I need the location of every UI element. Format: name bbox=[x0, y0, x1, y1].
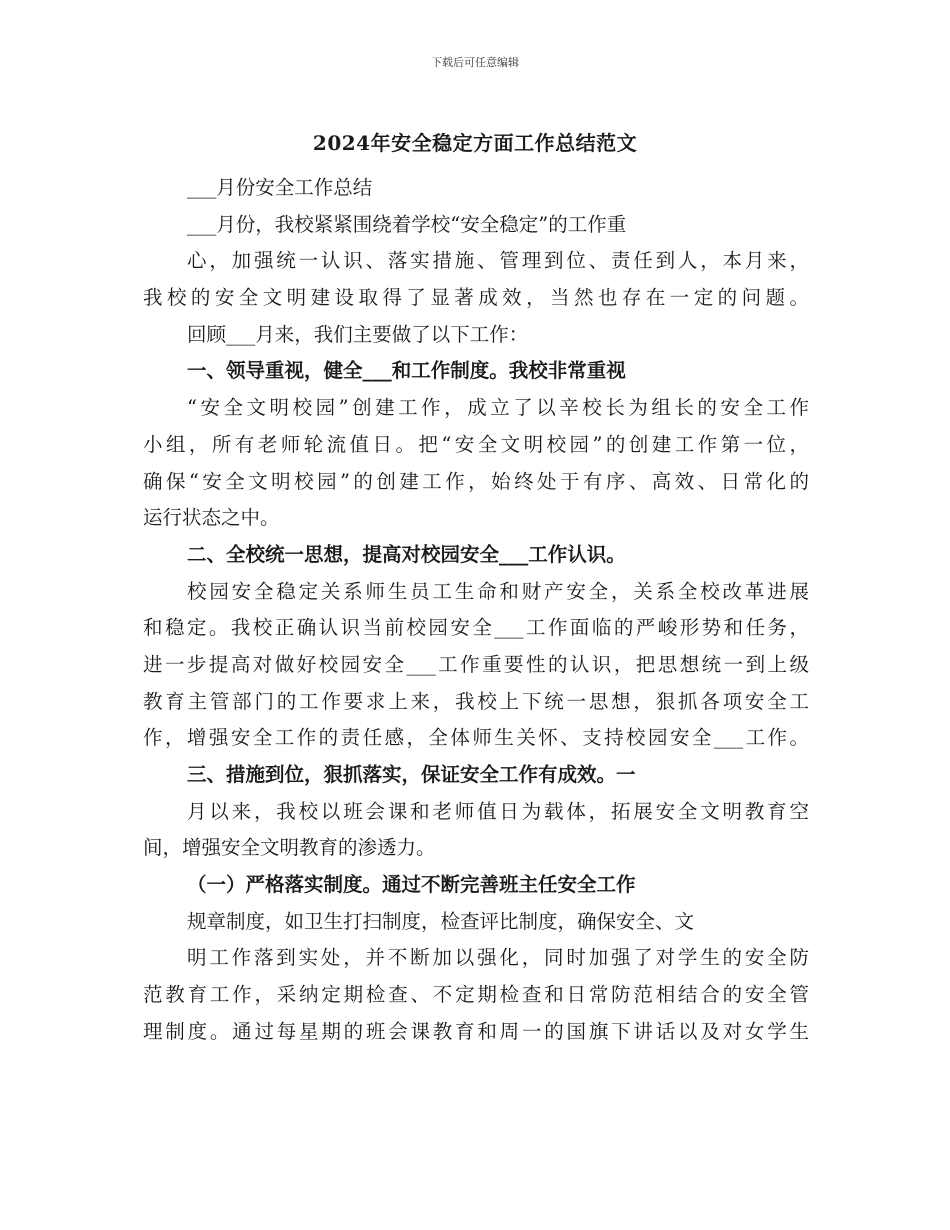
paragraph-line: 进一步提高对做好校园安全___工作重要性的认识，把思想统一到上级 bbox=[143, 652, 809, 676]
paragraph-line: 理制度。通过每星期的班会课教育和周一的国旗下讲话以及对女学生 bbox=[143, 1019, 809, 1043]
paragraph-line: 确保“安全文明校园”的创建工作，始终处于有序、高效、日常化的 bbox=[143, 469, 809, 493]
section-heading: 三、措施到位，狠抓落实，保证安全工作有成效。一 bbox=[187, 763, 636, 786]
header-note: 下载后可任意编辑 bbox=[431, 56, 519, 69]
sub-heading: （一）严格落实制度。通过不断完善班主任安全工作 bbox=[187, 873, 636, 897]
document-title: 2024年安全稳定方面工作总结范文 bbox=[312, 131, 638, 155]
paragraph-line: 心，加强统一认识、落实措施、管理到位、责任到人，本月来， bbox=[187, 249, 809, 273]
paragraph-line: “安全文明校园”创建工作，成立了以辛校长为组长的安全工作 bbox=[187, 396, 809, 420]
paragraph-line: 校园安全稳定关系师生员工生命和财产安全，关系全校改革进展 bbox=[187, 579, 809, 603]
paragraph-line: 作，增强安全工作的责任感，全体师生关怀、支持校园安全___工作。 bbox=[143, 726, 809, 750]
paragraph-line: 运行状态之中。 bbox=[143, 506, 280, 530]
paragraph-line: ___月份，我校紧紧围绕着学校“安全稳定”的工作重 bbox=[187, 212, 627, 236]
paragraph-line: 小组，所有老师轮流值日。把“安全文明校园”的创建工作第一位， bbox=[143, 432, 809, 456]
paragraph-line: 我校的安全文明建设取得了显著成效，当然也存在一定的问题。 bbox=[143, 286, 809, 310]
paragraph-line: 明工作落到实处，并不断加以强化，同时加强了对学生的安全防 bbox=[187, 946, 809, 970]
paragraph-line: 和稳定。我校正确认识当前校园安全___工作面临的严峻形势和任务， bbox=[143, 616, 809, 640]
paragraph-line: 月以来，我校以班会课和老师值日为载体，拓展安全文明教育空 bbox=[187, 799, 809, 823]
document-body bbox=[143, 170, 809, 1051]
paragraph-line: ___月份安全工作总结 bbox=[187, 176, 373, 199]
paragraph-line: 回顾___月来，我们主要做了以下工作： bbox=[187, 322, 529, 346]
paragraph-line: 规章制度，如卫生打扫制度，检查评比制度，确保安全、文 bbox=[187, 909, 695, 933]
paragraph-line: 范教育工作，采纳定期检查、不定期检查和日常防范相结合的安全管 bbox=[143, 983, 809, 1007]
section-heading: 二、全校统一思想，提高对校园安全___工作认识。 bbox=[187, 542, 626, 566]
paragraph-line: 间，增强安全文明教育的渗透力。 bbox=[143, 836, 436, 860]
section-heading: 一、领导重视，健全___和工作制度。我校非常重视 bbox=[187, 359, 626, 383]
paragraph-line: 教育主管部门的工作要求上来，我校上下统一思想，狠抓各项安全工 bbox=[143, 689, 809, 713]
